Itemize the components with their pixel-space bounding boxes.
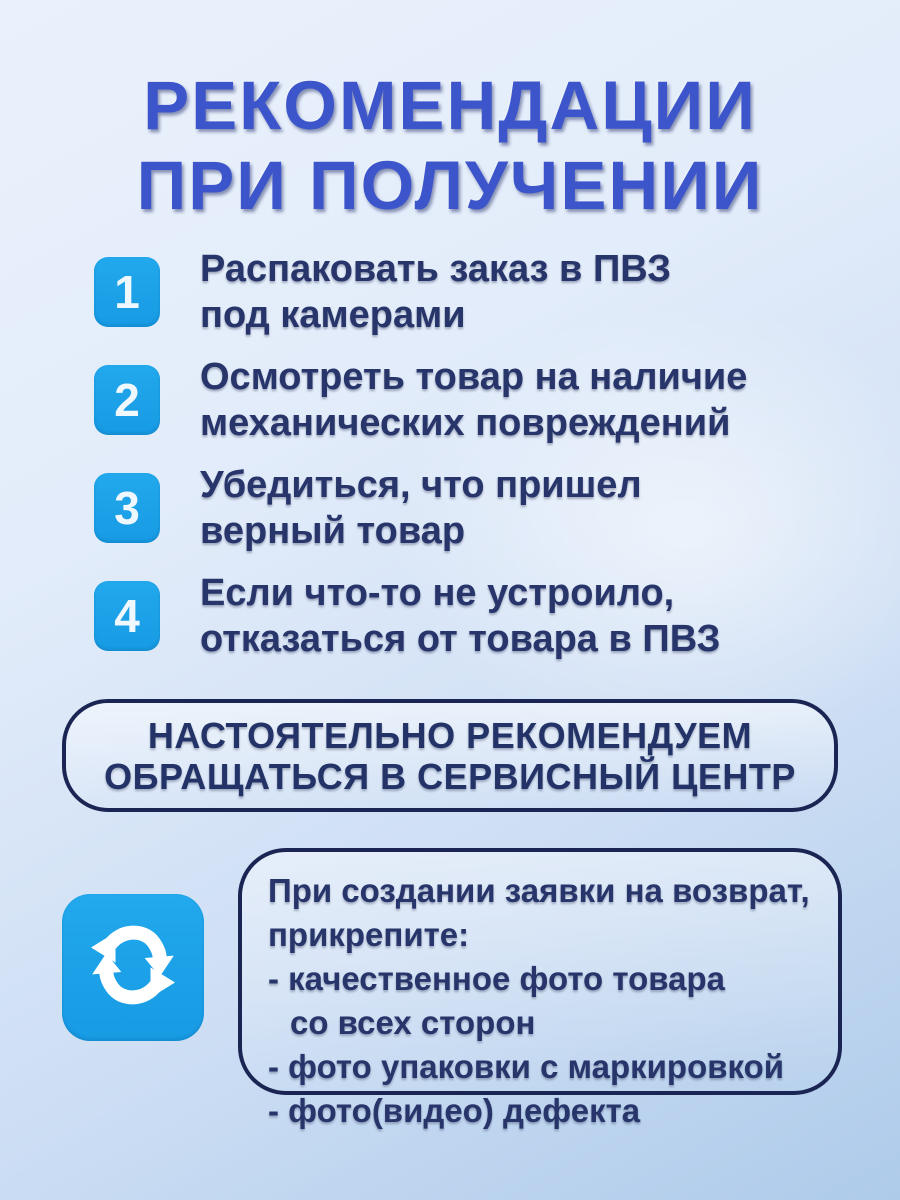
- step-text-line1: Осмотреть товар на наличие: [200, 356, 748, 398]
- page-title: [0, 66, 900, 226]
- step-text: [200, 570, 720, 662]
- step-item-2: [94, 354, 834, 446]
- step-text-line2: отказаться от товара в ПВЗ: [200, 618, 721, 660]
- return-line: со всех сторон: [290, 1004, 536, 1041]
- step-number-badge: 1: [94, 257, 160, 327]
- return-line: - качественное фото товара: [268, 960, 725, 997]
- return-instructions-box: [238, 848, 842, 1129]
- step-text: [200, 246, 671, 338]
- step-text: [200, 354, 747, 446]
- return-line: - фото(видео) дефекта: [268, 1092, 641, 1129]
- step-text-line1: Распаковать заказ в ПВЗ: [200, 248, 672, 290]
- service-center-banner: [62, 699, 838, 812]
- step-item-3: [94, 462, 834, 554]
- exchange-arrows-icon: [77, 909, 189, 1026]
- step-item-4: [94, 570, 834, 662]
- steps-list: [94, 246, 834, 678]
- return-line: При создании заявки на возврат,: [268, 872, 810, 909]
- banner-line2: ОБРАЩАТЬСЯ В СЕРВИСНЫЙ ЦЕНТР: [104, 755, 796, 797]
- step-number-badge: 4: [94, 581, 160, 651]
- banner-line1: НАСТОЯТЕЛЬНО РЕКОМЕНДУЕМ: [147, 714, 753, 756]
- exchange-icon-tile: [62, 894, 204, 1041]
- step-item-1: [94, 246, 834, 338]
- return-line: прикрепите:: [268, 916, 470, 953]
- step-text-line1: Убедиться, что пришел: [200, 464, 642, 506]
- step-text-line2: верный товар: [200, 510, 466, 552]
- step-text-line2: под камерами: [200, 294, 466, 336]
- page-title-line2: ПРИ ПОЛУЧЕНИИ: [136, 147, 764, 224]
- step-text-line1: Если что-то не устроило,: [200, 572, 675, 614]
- return-line: - фото упаковки с маркировкой: [268, 1048, 785, 1085]
- step-number-badge: 2: [94, 365, 160, 435]
- step-text-line2: механических повреждений: [200, 402, 731, 444]
- step-number-badge: 3: [94, 473, 160, 543]
- page-title-line1: РЕКОМЕНДАЦИИ: [143, 67, 757, 144]
- step-text: [200, 462, 642, 554]
